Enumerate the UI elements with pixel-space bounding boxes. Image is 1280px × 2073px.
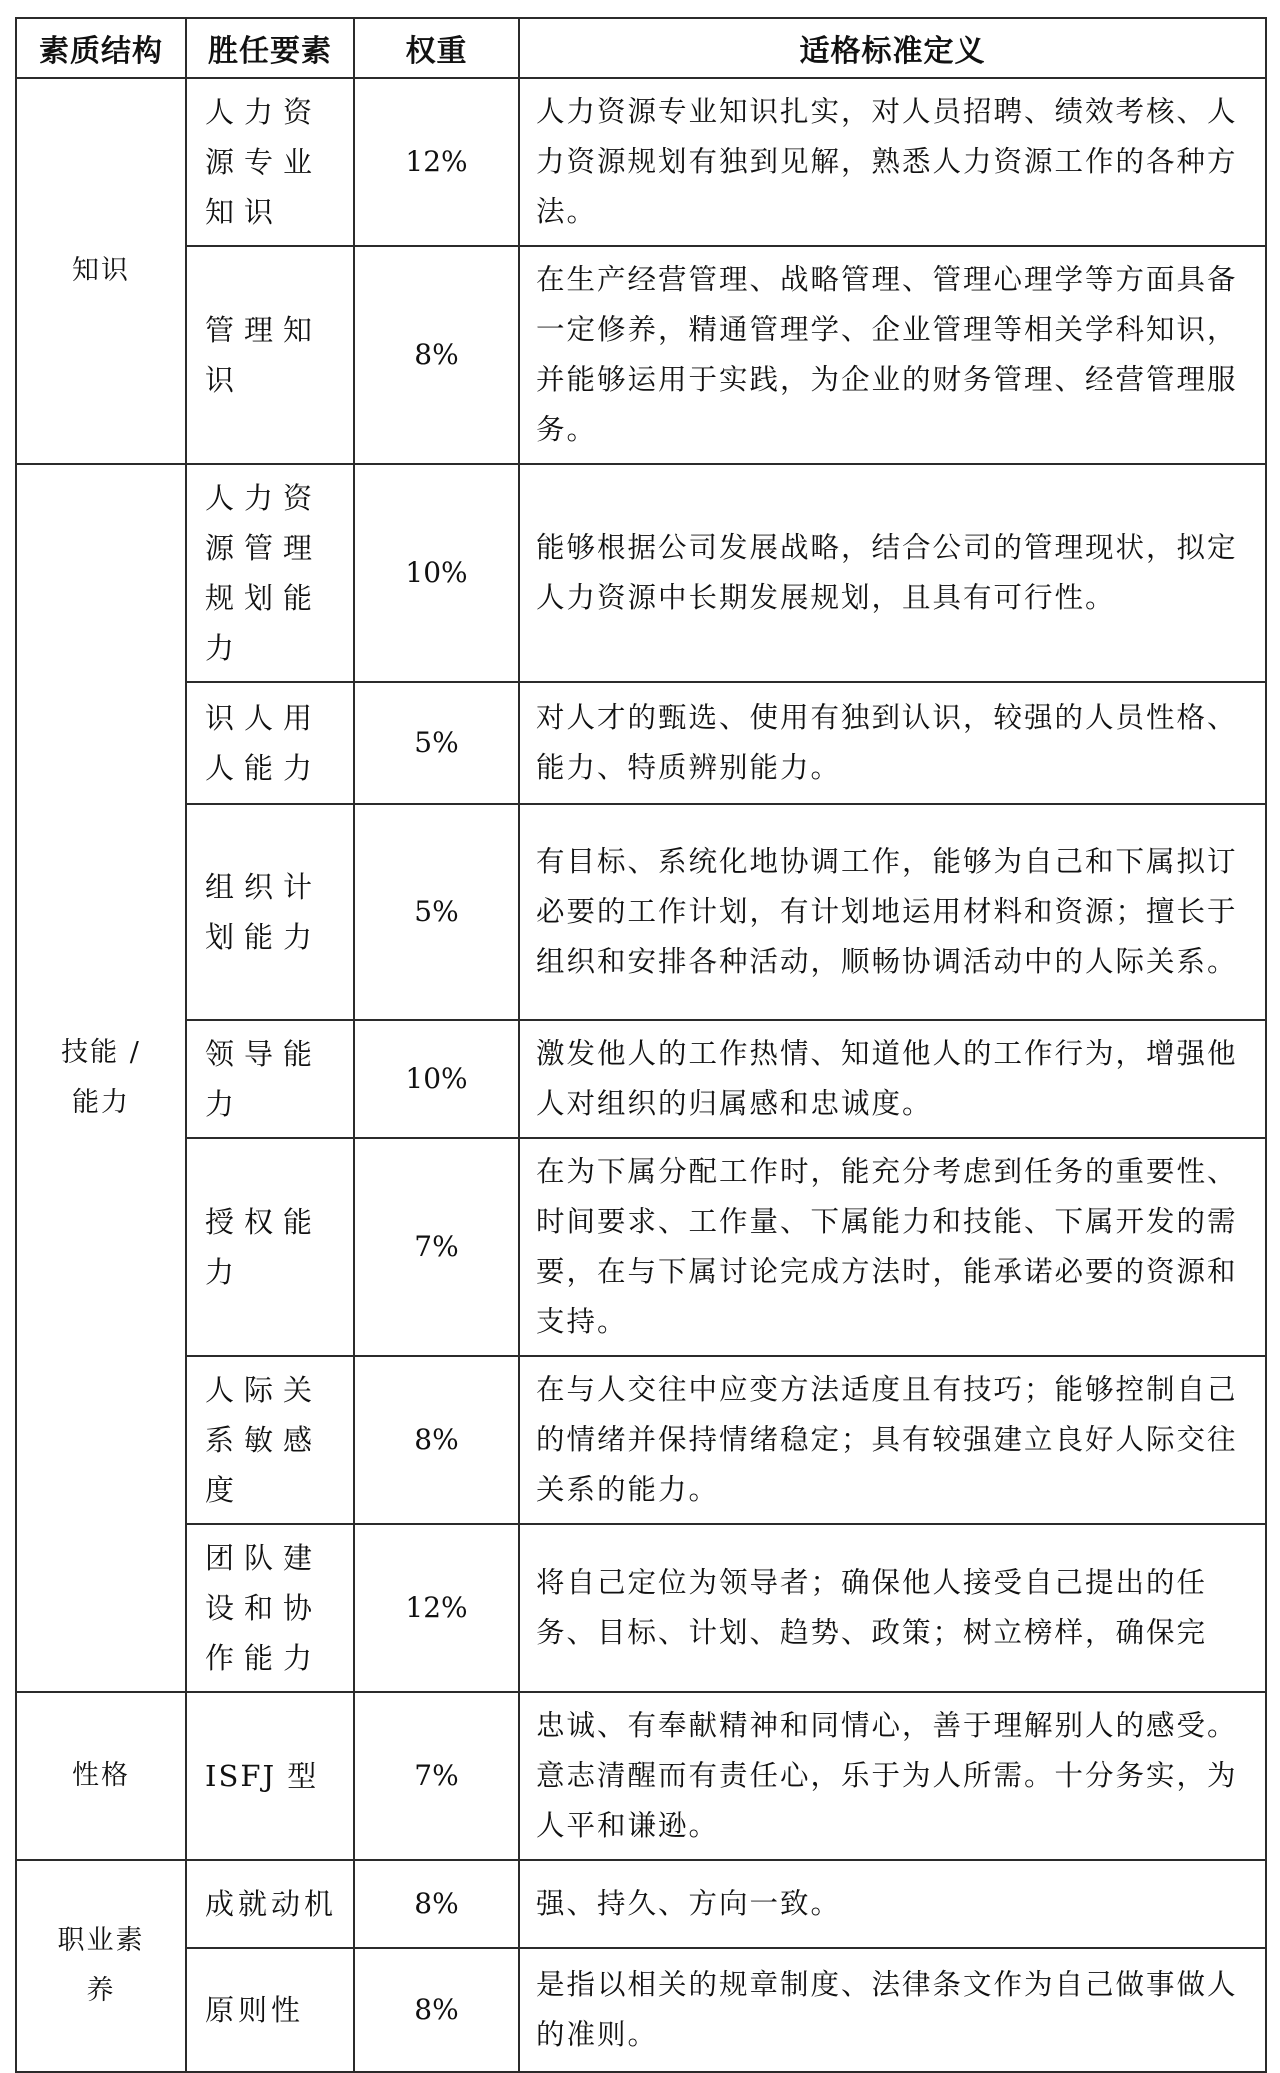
weight-cell: 7% bbox=[354, 1692, 519, 1860]
weight-cell: 5% bbox=[354, 682, 519, 804]
element-cell: 成就动机 bbox=[186, 1860, 354, 1948]
structure-skills: 技能 / 能力 bbox=[16, 464, 186, 1692]
element-cell: 识人用人能力 bbox=[186, 682, 354, 804]
weight-cell: 12% bbox=[354, 78, 519, 246]
definition-cell: 将自己定位为领导者；确保他人接受自己提出的任务、目标、计划、趋势、政策；树立榜样，确保完 bbox=[519, 1524, 1266, 1692]
definition-cell: 是指以相关的规章制度、法律条文作为自己做事做人的准则。 bbox=[519, 1948, 1266, 2072]
weight-cell: 10% bbox=[354, 1020, 519, 1138]
structure-personality: 性格 bbox=[16, 1692, 186, 1860]
table-row bbox=[16, 1138, 1266, 1356]
weight-cell: 8% bbox=[354, 246, 519, 464]
header-structure: 素质结构 bbox=[16, 18, 186, 78]
element-cell: 授权能力 bbox=[186, 1138, 354, 1356]
weight-cell: 10% bbox=[354, 464, 519, 682]
table-header-row bbox=[16, 18, 1266, 78]
element-cell: 人际关系敏感度 bbox=[186, 1356, 354, 1524]
table-row bbox=[16, 1948, 1266, 2072]
element-cell: 团队建设和协作能力 bbox=[186, 1524, 354, 1692]
structure-knowledge: 知识 bbox=[16, 78, 186, 464]
competency-table bbox=[15, 17, 1267, 2073]
weight-cell: 8% bbox=[354, 1356, 519, 1524]
weight-cell: 8% bbox=[354, 1860, 519, 1948]
definition-cell: 在生产经营管理、战略管理、管理心理学等方面具备一定修养，精通管理学、企业管理等相关学科知识，并能够运用于实践，为企业的财务管理、经营管理服务。 bbox=[519, 246, 1266, 464]
definition-cell: 对人才的甄选、使用有独到认识，较强的人员性格、能力、特质辨别能力。 bbox=[519, 682, 1266, 804]
definition-cell: 激发他人的工作热情、知道他人的工作行为，增强他人对组织的归属感和忠诚度。 bbox=[519, 1020, 1266, 1138]
table-row bbox=[16, 246, 1266, 464]
definition-cell: 有目标、系统化地协调工作，能够为自己和下属拟订必要的工作计划，有计划地运用材料和资源；擅长于组织和安排各种活动，顺畅协调活动中的人际关系。 bbox=[519, 804, 1266, 1020]
table-row bbox=[16, 78, 1266, 246]
table-row bbox=[16, 1692, 1266, 1860]
table-row bbox=[16, 804, 1266, 1020]
definition-cell: 忠诚、有奉献精神和同情心，善于理解别人的感受。意志清醒而有责任心，乐于为人所需。十分务实，为人平和谦逊。 bbox=[519, 1692, 1266, 1860]
definition-cell: 在与人交往中应变方法适度且有技巧；能够控制自己的情绪并保持情绪稳定；具有较强建立良好人际交往关系的能力。 bbox=[519, 1356, 1266, 1524]
element-cell: 领导能力 bbox=[186, 1020, 354, 1138]
element-cell: 管理知识 bbox=[186, 246, 354, 464]
table-row bbox=[16, 1356, 1266, 1524]
element-cell: 人力资源专业知识 bbox=[186, 78, 354, 246]
table-row bbox=[16, 682, 1266, 804]
definition-cell: 在为下属分配工作时，能充分考虑到任务的重要性、时间要求、工作量、下属能力和技能、下属开发的需要，在与下属讨论完成方法时，能承诺必要的资源和支持。 bbox=[519, 1138, 1266, 1356]
weight-cell: 7% bbox=[354, 1138, 519, 1356]
definition-cell: 能够根据公司发展战略，结合公司的管理现状，拟定人力资源中长期发展规划，且具有可行性。 bbox=[519, 464, 1266, 682]
header-weight: 权重 bbox=[354, 18, 519, 78]
competency-table-container bbox=[15, 17, 1265, 2073]
header-element: 胜任要素 bbox=[186, 18, 354, 78]
header-definition: 适格标准定义 bbox=[519, 18, 1266, 78]
element-cell: 原则性 bbox=[186, 1948, 354, 2072]
weight-cell: 5% bbox=[354, 804, 519, 1020]
element-cell: 组织计划能力 bbox=[186, 804, 354, 1020]
element-cell: 人力资源管理规划能力 bbox=[186, 464, 354, 682]
table-row bbox=[16, 1860, 1266, 1948]
definition-cell: 强、持久、方向一致。 bbox=[519, 1860, 1266, 1948]
structure-professionalism: 职业素养 bbox=[16, 1860, 186, 2072]
element-cell: ISFJ 型 bbox=[186, 1692, 354, 1860]
definition-cell: 人力资源专业知识扎实，对人员招聘、绩效考核、人力资源规划有独到见解，熟悉人力资源工作的各种方法。 bbox=[519, 78, 1266, 246]
weight-cell: 12% bbox=[354, 1524, 519, 1692]
table-row bbox=[16, 464, 1266, 682]
table-row bbox=[16, 1020, 1266, 1138]
table-row bbox=[16, 1524, 1266, 1692]
weight-cell: 8% bbox=[354, 1948, 519, 2072]
